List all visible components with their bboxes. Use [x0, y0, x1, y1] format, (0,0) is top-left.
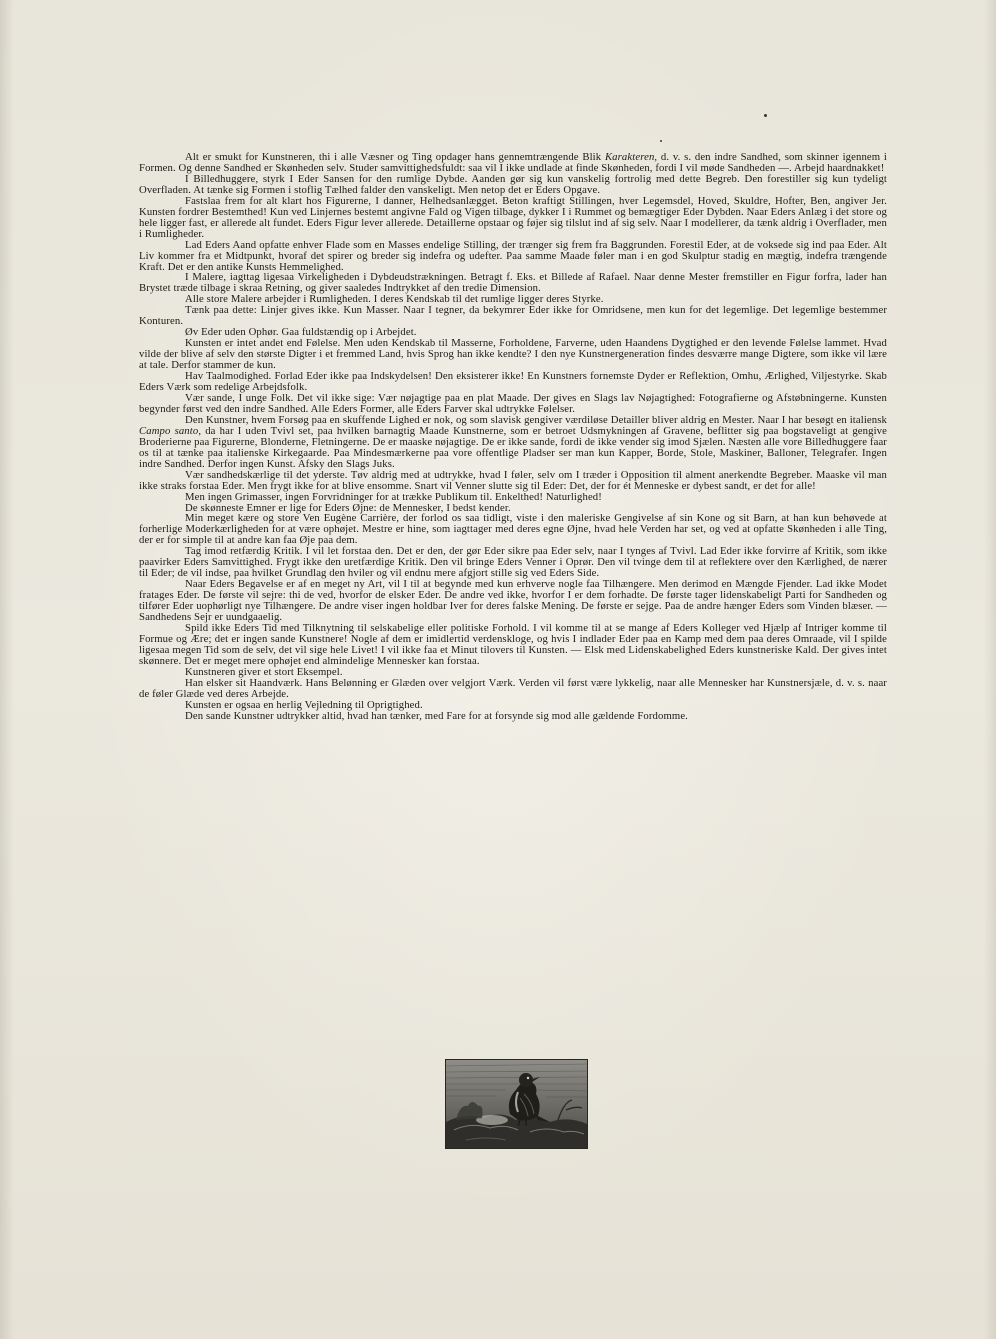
paragraph: Hav Taalmodighed. Forlad Eder ikke paa Indskydelsen! Den eksisterer ikke! En Kunstners fornemste Dyder er Reflektion, Omhu, Ærlighed, Viljestyrke. Skab Eders Værk som redelige Arbejdsfolk.	[139, 370, 887, 394]
bird-vignette	[445, 1059, 588, 1149]
paragraph: Min meget kære og store Ven Eugène Carrière, der forlod os saa tidligt, viste i den maleriske Gengivelse af sin Kone og sit Barn, at han kun behøvede at forherlige Moderkærligheden for at være ophøjet. Mestre er hine, som iagttager med deres egne Øjne, hvad hele Verden har set, og ved at opfatte Skønheden i alle Ting, der er for simple til at andre kan faa Øje paa dem.	[139, 512, 887, 547]
paper-speck	[764, 114, 767, 117]
paragraph: Spild ikke Eders Tid med Tilknytning til selskabelige eller politiske Forhold. I vil komme til at se mange af Eders Kolleger ved Hjælp af Intriger komme til Formue og Ære; det er ingen sande Kunstnere! Nogle af dem er imidlertid verdenskloge, og hvis I indlader Eder paa en Kamp med dem paa deres Omraade, vil I spilde ligesaa megen Tid som de selv, det vil sige hele Livet! I vil ikke faa et Minut tilovers til Kunsten. — Elsk med Lidenskabelighed Eders kunstneriske Kald. Der gives intet skønnere. Det er meget mere ophøjet end almindelige Mennesker kan forstaa.	[139, 621, 887, 667]
paragraph: Vær sandhedskærlige til det yderste. Tøv aldrig med at udtrykke, hvad I føler, selv om I træder i Opposition til alment anerkendte Begreber. Maaske vil man ikke straks forstaa Eder. Men frygt ikke for at blive ensomme. Snart vil Venner slutte sig til Eder: Det, der for ét Menneske er dybest sandt, er det for alle!	[139, 468, 887, 492]
paragraph: Den sande Kunstner udtrykker altid, hvad han tænker, med Fare for at forsynde sig mod alle gældende Fordomme.	[185, 709, 688, 722]
paragraph: De skønneste Emner er lige for Eders Øjne: de Mennesker, I bedst kender.	[185, 501, 511, 514]
paragraph: Naar Eders Begavelse er af en meget ny Art, vil I til at begynde med kun erhverve nogle faa Tilhængere. Men derimod en Mængde Fjender. Lad ikke Modet fratages Eder. De første vil sejre: thi de ved, hvorfor de elsker Eder. De andre ved ikke, hvorfor I er dem forhadte. De første tager lidenskabeligt Parti for Sandheden og tilfører Eder uophørligt nye Tilhængere. De andre viser ingen holdbar Iver for deres falske Mening. De første er sejge. Paa de andre hænger Eders som Vinden blæser. — Sandhedens Sejr er uundgaaelig.	[139, 578, 887, 624]
paragraph: Alle store Malere arbejder i Rumligheden. I deres Kendskab til det rumlige ligger deres Styrke.	[185, 293, 604, 306]
paragraph: Lad Eders Aand opfatte enhver Flade som en Masses endelige Stilling, der trænger sig frem fra Baggrunden. Forestil Eder, at de voksede sig ind paa Eder. Alt Liv kommer fra et Midtpunkt, hvoraf det spirer og breder sig indefra og udefter. Paa samme Maade føler man i en god Skulptur stadig en mægtig, indefra trængende Kraft. Det er den antike Kunsts Hemmelighed.	[139, 238, 887, 273]
paragraph: Fastslaa frem for alt klart hos Figurerne, I danner, Helhedsanlægget. Beton kraftigt Stillingen, hver Legemsdel, Hoved, Skuldre, Hofter, Ben, angiver Jer. Kunsten fordrer Bestemthed! Kun ved Linjernes bestemt angivne Fald og Vigen tilbage, dykker I i Rummet og bemægtiger Eder Dybden. Naar Eders Anlæg i det store og hele ligger fast, er allerede alt fundet. Eders Figur lever allerede. Detaillerne opstaar og føjer sig tilslut ind af sig selv. Naar I modellerer, da tænk aldrig i Overflader, men i Rumligheder.	[139, 194, 887, 240]
paragraph: Alt er smukt for Kunstneren, thi i alle Væsner og Ting opdager hans gennemtrængende Blik Karakteren, d. v. s. den indre Sandhed, som skinner igennem i Formen. Og denne Sandhed er Skønheden selv. Studer samvittighedsfuldt: saa vil I ikke undlade at finde Skønheden, fordi I vil møde Sandheden —. Arbejd haardnakket!	[139, 151, 887, 174]
paragraph: Tag imod retfærdig Kritik. I vil let forstaa den. Det er den, der gør Eder sikre paa Eder selv, naar I tynges af Tvivl. Lad Eder ikke forvirre af Kritik, som ikke paavirker Eders Samvittighed. Frygt ikke den uretfærdige Kritik. Den vil bringe Eders Venner i Oprør. Den vil tvinge dem til at reflektere over den Kærlighed, de nærer til Eder; de vil indse, paa hvilket Grundlag den hviler og vil endnu mere afgjort stille sig ved Eders Side.	[139, 545, 887, 580]
paper-speck	[660, 140, 662, 142]
paragraph: Kunsten er intet andet end Følelse. Men uden Kendskab til Masserne, Forholdene, Farverne, uden Haandens Dygtighed er den levende Følelse lammet. Hvad vilde der blive af selv den største Digter i et fremmed Land, hvis Sprog han ikke kendte? I den nye Kunstnergeneration findes desværre mange Digtere, som ikke vil lære at tale. Derfor stammer de kun.	[139, 337, 887, 372]
paragraph: Men ingen Grimasser, ingen Forvridninger for at trække Publikum til. Enkelthed! Naturlighed!	[185, 490, 602, 503]
paragraph: Kunsten er ogsaa en herlig Vejledning til Oprigtighed.	[185, 698, 423, 711]
paragraph: Kunstneren giver et stort Eksempel.	[185, 665, 343, 678]
paragraph: Øv Eder uden Ophør. Gaa fuldstændig op i Arbejdet.	[185, 326, 417, 339]
paragraph: Den Kunstner, hvem Forsøg paa en skuffende Lighed er nok, og som slavisk gengiver værdiløse Detailler bliver aldrig en Mester. Naar I har besøgt en italiensk Campo santo, da har I uden Tvivl set, paa hvilken barnagtig Maade Kunstnerne, som er betroet Udsmykningen af Gravene, beflitter sig paa bogstaveligt at gengive Broderierne paa Figurerne, Blonderne, Fletningerne. De er maaske nøjagtige. De er ikke sande, fordi de ikke vender sig imod Sjælen. Næsten alle vore Billedhuggere faar os til at tænke paa italienske Kirkegaarde. Paa Mindesmærkerne paa vore offentlige Pladser ser man kun Kapper, Borde, Stole, Maskiner, Balloner, Telegrafer. Ingen indre Sandhed. Derfor ingen Kunst. Afsky den Slags Juks.	[139, 413, 887, 470]
paragraph: Vær sande, I unge Folk. Det vil ikke sige: Vær nøjagtige paa en plat Maade. Der gives en Slags lav Nøjagtighed: Fotografierne og Afstøbningerne. Kunsten begynder først ved den indre Sandhed. Alle Eders Former, alle Eders Farver skal udtrykke Følelser.	[139, 391, 887, 415]
bird-illustration	[446, 1060, 587, 1148]
body-text	[139, 152, 887, 722]
paragraph: I Malere, iagttag ligesaa Virkeligheden i Dybdeudstrækningen. Betragt f. Eks. et Billede af Rafael. Naar denne Mester fremstiller en Figur forfra, lader han Brystet træde tilbage i skraa Retning, og giver saaledes Indtrykket af den tredie Dimension.	[139, 271, 887, 295]
paragraph: I Billedhuggere, styrk I Eder Sansen for den rumlige Dybde. Aanden gør sig kun vanskelig fortrolig med dette Begreb. Den forestiller sig kun tydeligt Overfladen. At tænke sig Formen i stoflig Tælhed falder den vanskeligt. Men netop det er Eders Opgave.	[139, 172, 887, 196]
paragraph: Tænk paa dette: Linjer gives ikke. Kun Masser. Naar I tegner, da bekymrer Eder ikke for Omridsene, men kun for det legemlige. Det legemlige bestemmer Konturen.	[139, 304, 887, 328]
paragraph: Han elsker sit Haandværk. Hans Belønning er Glæden over velgjort Værk. Verden vil først være lykkelig, naar alle Mennesker har Kunstnersjæle, d. v. s. naar de føler Glæde ved deres Arbejde.	[139, 676, 887, 700]
